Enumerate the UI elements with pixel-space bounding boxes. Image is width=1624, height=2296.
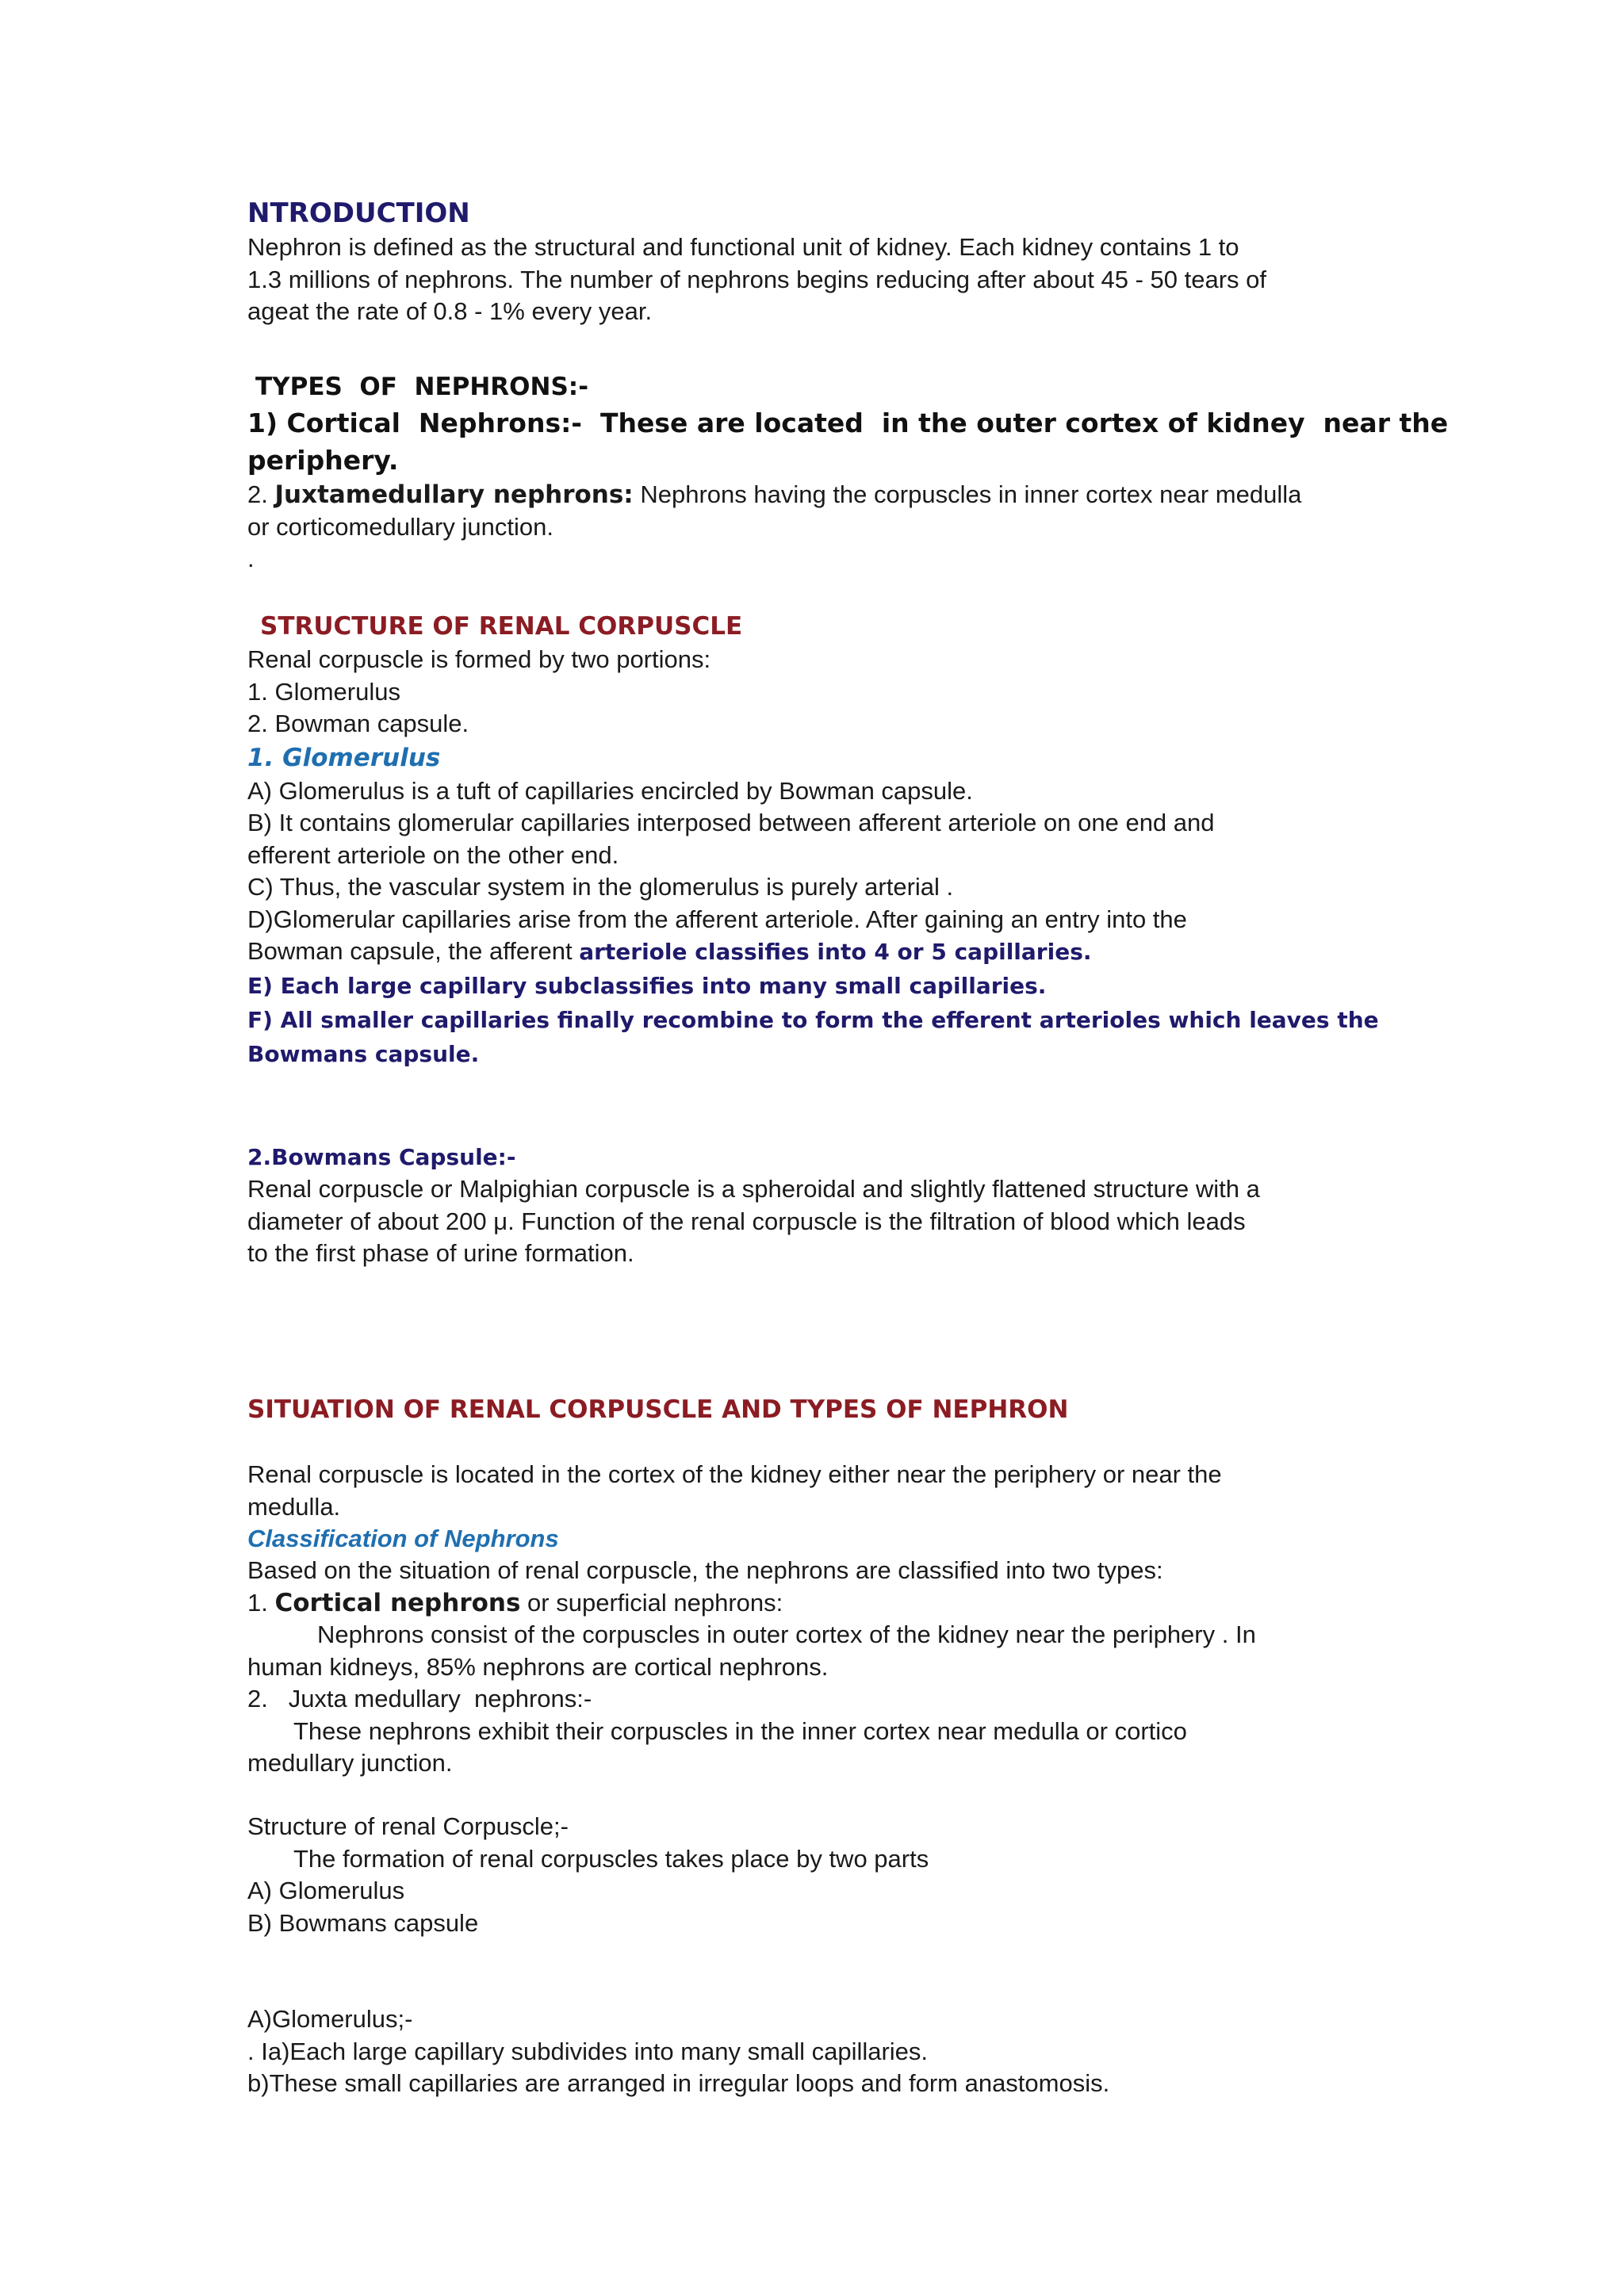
situation-line-1: Renal corpuscle is located in the cortex of the kidney either near the periphery or near the: [247, 1460, 1222, 1488]
intro-line-1: Nephron is defined as the structural and functional unit of kidney. Each kidney contains 1 to: [247, 233, 1239, 261]
structure-section: [247, 609, 1405, 1071]
structure-heading: STRUCTURE OF RENAL CORPUSCLE: [260, 612, 743, 641]
glomerulus-line-d2: [247, 936, 1405, 969]
juxtamedullary-line-2: or corticomedullary junction.: [247, 512, 553, 541]
glomerulus2-section: [247, 2003, 1405, 2100]
bowmans-line-2: diameter of about 200 μ. Function of the renal corpuscle is the filtration of blood which leads: [247, 1207, 1246, 1235]
juxta-desc-1: These nephrons exhibit their corpuscles in the inner cortex near medulla or cortico: [293, 1716, 1187, 1745]
bowmans-line-3: to the first phase of urine formation.: [247, 1239, 634, 1267]
glomerulus-line-b1: B) It contains glomerular capillaries interposed between afferent arteriole on one end and: [247, 809, 1215, 836]
cortical-bold-term: Cortical nephrons: [274, 1588, 521, 1617]
juxta-rest: Nephrons having the corpuscles in inner cortex near medulla: [633, 480, 1302, 508]
cortical-desc-1: Nephrons consist of the corpuscles in outer cortex of the kidney near the periphery . In: [317, 1621, 1256, 1648]
cortical-desc-2: human kidneys, 85% nephrons are cortical nephrons.: [247, 1652, 829, 1681]
structure2-section: [247, 1811, 1405, 1939]
situation-heading: SITUATION OF RENAL CORPUSCLE AND TYPES OF NEPHRON: [247, 1395, 1069, 1424]
bowmans-section: [247, 1142, 1405, 1270]
glomerulus-line-b2: efferent arteriole on the other end.: [247, 840, 619, 869]
classification-based-line: Based on the situation of renal corpuscle, the nephrons are classified into two types:: [247, 1556, 1163, 1584]
cortical-nephrons-line-1: 1) Cortical Nephrons:- These are located in the outer cortex of kidney near the: [247, 408, 1449, 438]
introduction-heading: NTRODUCTION: [247, 197, 470, 229]
cortical-rest: or superficial nephrons:: [520, 1588, 783, 1617]
intro-line-3: ageat the rate of 0.8 - 1% every year.: [247, 297, 653, 325]
glomerulus-line-d1: D)Glomerular capillaries arise from the afferent arteriole. After gaining an entry into the: [247, 905, 1187, 933]
glomerulus-line-f2: Bowmans capsule.: [247, 1040, 480, 1067]
glomerulus2-line-2: b)These small capillaries are arranged in irregular loops and form anastomosis.: [247, 2069, 1110, 2097]
introduction-section: [247, 195, 1266, 328]
glomerulus2-heading: A)Glomerulus;-: [247, 2005, 413, 2033]
bowmans-heading: 2.Bowmans Capsule:-: [247, 1144, 516, 1170]
stray-dot: .: [247, 545, 255, 572]
structure2-a: A) Glomerulus: [247, 1877, 405, 1904]
juxta-prefix: 2.: [247, 480, 275, 508]
juxta-bold-term: Juxtamedullary nephrons:: [274, 480, 634, 509]
juxtamedullary-line-1: [247, 479, 1405, 511]
types-section: [247, 369, 1449, 576]
situation-line-2: medulla.: [247, 1492, 341, 1521]
structure2-heading: Structure of renal Corpuscle;-: [247, 1812, 569, 1840]
glomerulus-line-e: E) Each large capillary subclassifies into many small capillaries.: [247, 972, 1047, 999]
structure2-formation: The formation of renal corpuscles takes place by two parts: [293, 1844, 929, 1873]
d2-bold: arteriole classifies into 4 or 5 capillaries.: [579, 939, 1092, 965]
structure2-b: B) Bowmans capsule: [247, 1908, 479, 1937]
juxta-desc-2: medullary junction.: [247, 1749, 453, 1777]
glomerulus-line-c: C) Thus, the vascular system in the glomerulus is purely arterial .: [247, 873, 954, 901]
structure-line-2: 1. Glomerulus: [247, 677, 400, 706]
cortical-prefix: 1.: [247, 1588, 275, 1617]
types-heading: TYPES OF NEPHRONS:-: [255, 373, 589, 401]
structure-line-3: 2. Bowman capsule.: [247, 710, 469, 737]
glomerulus-line-f1: F) All smaller capillaries finally recombine to form the efferent arterioles which leaves the: [247, 1006, 1379, 1033]
bowmans-line-1: Renal corpuscle or Malpighian corpuscle is a spheroidal and slightly flattened structure with a: [247, 1175, 1260, 1203]
intro-line-2: 1.3 millions of nephrons. The number of nephrons begins reducing after about 45 - 50 tears of: [247, 265, 1267, 293]
juxta-medullary-item: 2. Juxta medullary nephrons:-: [247, 1685, 592, 1712]
glomerulus-heading: 1. Glomerulus: [247, 743, 441, 772]
glomerulus-line-a: A) Glomerulus is a tuft of capillaries encircled by Bowman capsule.: [247, 776, 973, 805]
structure-line-1: Renal corpuscle is formed by two portions:: [247, 645, 711, 673]
glomerulus2-line-1: . Ia)Each large capillary subdivides into many small capillaries.: [247, 2037, 929, 2065]
classification-heading: Classification of Nephrons: [247, 1525, 559, 1552]
situation-section: [247, 1392, 1405, 1780]
d2-plain: Bowman capsule, the afferent: [247, 937, 580, 965]
cortical-nephrons-line-2: periphery.: [247, 445, 399, 476]
cortical-nephrons-item: [247, 1587, 1405, 1620]
